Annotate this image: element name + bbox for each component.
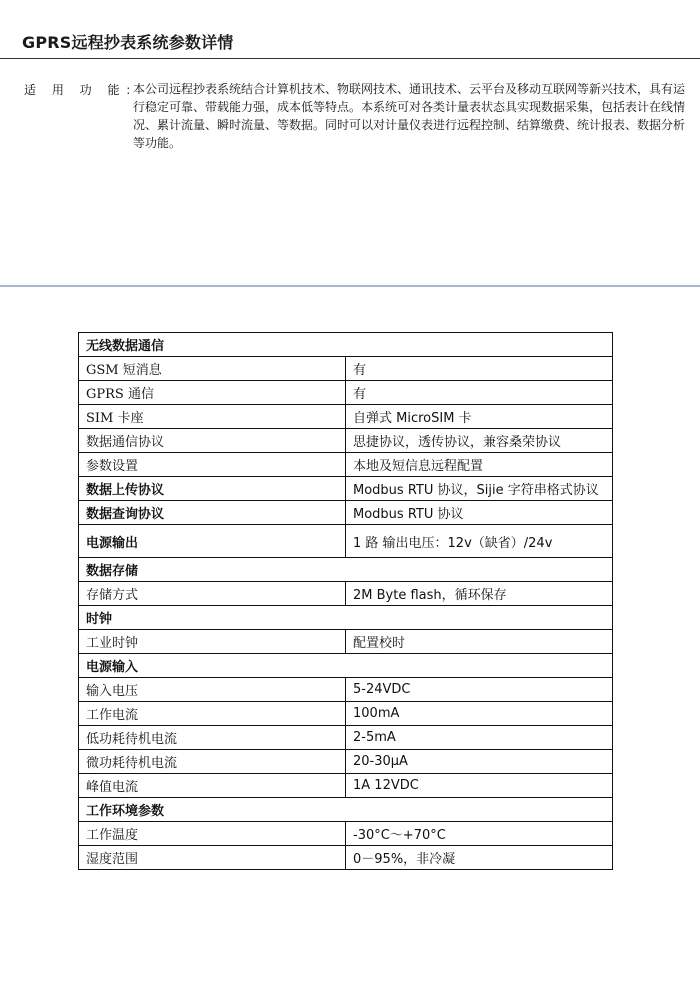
parameter-name: GPRS 通信 bbox=[79, 381, 346, 405]
parameter-value: 自弹式 MicroSIM 卡 bbox=[346, 405, 613, 429]
parameter-value: 2-5mA bbox=[346, 726, 613, 750]
parameter-name: 湿度范围 bbox=[79, 846, 346, 870]
section-header: 电源输入 bbox=[79, 654, 613, 678]
parameter-value: 1 路 输出电压：12v（缺省）/24v bbox=[346, 525, 613, 558]
parameter-name: 存储方式 bbox=[79, 582, 346, 606]
table-row bbox=[79, 630, 613, 654]
applicable-functions-text: 本公司远程抄表系统结合计算机技术、物联网技术、通讯技术、云平台及移动互联网等新兴技术，具有运行稳定可靠、带载能力强，成本低等特点。本系统可对各类计量表状态具实现数据采集，包括表计在线情况、累计流量、瞬时流量、等数据。同时可以对计量仪表进行远程控制、结算缴费、统计报表、数据分析等功能。 bbox=[133, 82, 686, 150]
table-row bbox=[79, 477, 613, 501]
table-row bbox=[79, 525, 613, 558]
parameter-name: 数据通信协议 bbox=[79, 429, 346, 453]
parameter-value: 5-24VDC bbox=[346, 678, 613, 702]
parameter-value: Modbus RTU 协议 bbox=[346, 501, 613, 525]
parameter-value: 有 bbox=[346, 357, 613, 381]
applicable-functions-label: 适 用 功 能： bbox=[24, 83, 144, 97]
parameter-name: 数据上传协议 bbox=[79, 477, 346, 501]
table-row bbox=[79, 381, 613, 405]
section-header-row bbox=[79, 798, 613, 822]
parameter-value: 有 bbox=[346, 381, 613, 405]
parameter-name: 输入电压 bbox=[79, 678, 346, 702]
page-title: GPRS远程抄表系统参数详情 bbox=[22, 33, 234, 52]
parameter-value: 0－95%，非冷凝 bbox=[346, 846, 613, 870]
parameter-name: 微功耗待机电流 bbox=[79, 750, 346, 774]
parameter-name: 工业时钟 bbox=[79, 630, 346, 654]
title-divider bbox=[0, 58, 700, 59]
table-row bbox=[79, 702, 613, 726]
parameter-value: Modbus RTU 协议，Sijie 字符串格式协议 bbox=[346, 477, 613, 501]
table-row bbox=[79, 501, 613, 525]
parameter-name: 电源输出 bbox=[79, 525, 346, 558]
table-row bbox=[79, 405, 613, 429]
table-row bbox=[79, 453, 613, 477]
parameter-value: 1A 12VDC bbox=[346, 774, 613, 798]
parameter-name: GSM 短消息 bbox=[79, 357, 346, 381]
table-row bbox=[79, 582, 613, 606]
parameter-value: 2M Byte flash，循环保存 bbox=[346, 582, 613, 606]
section-header-row bbox=[79, 333, 613, 357]
parameter-value: 本地及短信息远程配置 bbox=[346, 453, 613, 477]
table-row bbox=[79, 750, 613, 774]
parameter-value: 100mA bbox=[346, 702, 613, 726]
section-header: 数据存储 bbox=[79, 558, 613, 582]
parameter-value: -30°C～+70°C bbox=[346, 822, 613, 846]
parameter-name: 参数设置 bbox=[79, 453, 346, 477]
section-header: 无线数据通信 bbox=[79, 333, 613, 357]
spec-table bbox=[78, 332, 613, 870]
parameter-name: 峰值电流 bbox=[79, 774, 346, 798]
parameter-value: 20-30μA bbox=[346, 750, 613, 774]
parameter-value: 配置校时 bbox=[346, 630, 613, 654]
parameter-name: SIM 卡座 bbox=[79, 405, 346, 429]
table-row bbox=[79, 846, 613, 870]
parameter-name: 低功耗待机电流 bbox=[79, 726, 346, 750]
spec-table-body bbox=[79, 333, 613, 870]
section-divider bbox=[0, 285, 700, 287]
table-row bbox=[79, 429, 613, 453]
table-row bbox=[79, 726, 613, 750]
table-row bbox=[79, 822, 613, 846]
parameter-name: 工作温度 bbox=[79, 822, 346, 846]
section-header: 时钟 bbox=[79, 606, 613, 630]
table-row bbox=[79, 678, 613, 702]
parameter-name: 工作电流 bbox=[79, 702, 346, 726]
table-row bbox=[79, 357, 613, 381]
section-header-row bbox=[79, 558, 613, 582]
section-header-row bbox=[79, 654, 613, 678]
parameter-value: 思捷协议，透传协议，兼容桑荣协议 bbox=[346, 429, 613, 453]
section-header-row bbox=[79, 606, 613, 630]
table-row bbox=[79, 774, 613, 798]
parameter-name: 数据查询协议 bbox=[79, 501, 346, 525]
section-header: 工作环境参数 bbox=[79, 798, 613, 822]
